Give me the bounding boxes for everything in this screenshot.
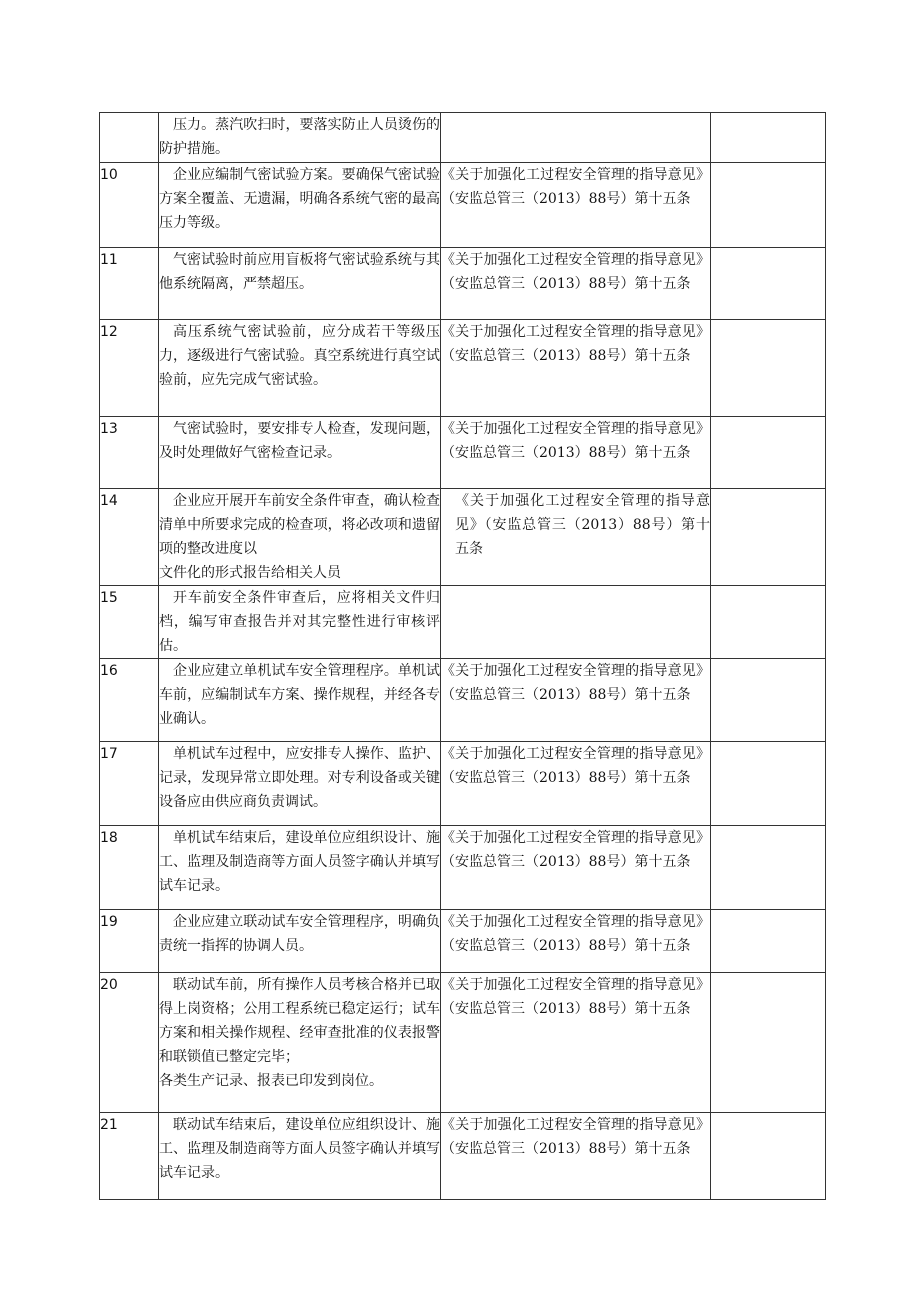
basis-text: 《关于加强化工过程安全管理的指导意见》（安监总管三（2013）88号）第十五条 — [455, 493, 710, 557]
table-row — [100, 113, 826, 163]
requirement-text: 开车前安全条件审查后，应将相关文件归档，编写审查报告并对其完整性进行审核评估。 — [159, 590, 440, 654]
row-number: 18 — [100, 826, 159, 910]
requirement-text: 企业应开展开车前安全条件审查，确认检查清单中所要求完成的检查项，将必改项和遗留项的整改进度以 — [159, 493, 440, 557]
basis-text: 《关于加强化工过程安全管理的指导意见》（安监总管三（2013）88号）第十五条 — [441, 167, 710, 207]
basis-cell — [441, 742, 711, 826]
requirement-cell — [159, 586, 441, 659]
requirement-text: 企业应建立单机试车安全管理程序。单机试车前，应编制试车方案、操作规程，并经各专业确认。 — [159, 663, 440, 727]
requirement-text-continued: 文件化的形式报告给相关人员 — [159, 565, 341, 581]
basis-text: 《关于加强化工过程安全管理的指导意见》（安监总管三（2013）88号）第十五条 — [441, 977, 710, 1017]
table-row — [100, 489, 826, 586]
remark-cell — [711, 163, 826, 248]
remark-cell — [711, 489, 826, 586]
basis-text: 《关于加强化工过程安全管理的指导意见》（安监总管三（2013）88号）第十五条 — [441, 252, 710, 292]
basis-cell — [441, 163, 711, 248]
requirement-text: 企业应建立联动试车安全管理程序，明确负责统一指挥的协调人员。 — [159, 914, 440, 954]
row-number: 12 — [100, 320, 159, 417]
requirement-cell — [159, 1113, 441, 1200]
requirement-text: 单机试车过程中，应安排专人操作、监护、记录，发现异常立即处理。对专利设备或关键设备应由供应商负责调试。 — [159, 746, 440, 810]
requirement-text: 单机试车结束后，建设单位应组织设计、施工、监理及制造商等方面人员签字确认并填写试车记录。 — [159, 830, 440, 894]
remark-cell — [711, 248, 826, 320]
requirement-text: 联动试车结束后，建设单位应组织设计、施工、监理及制造商等方面人员签字确认并填写试车记录。 — [159, 1117, 440, 1181]
remark-cell — [711, 586, 826, 659]
remark-cell — [711, 113, 826, 163]
remark-cell — [711, 320, 826, 417]
row-number: 16 — [100, 659, 159, 742]
remark-cell — [711, 659, 826, 742]
requirement-cell — [159, 248, 441, 320]
requirement-text: 企业应编制气密试验方案。要确保气密试验方案全覆盖、无遗漏，明确各系统气密的最高压力等级。 — [159, 167, 440, 231]
row-number — [100, 113, 159, 163]
basis-cell — [441, 417, 711, 489]
requirement-cell — [159, 417, 441, 489]
basis-text: 《关于加强化工过程安全管理的指导意见》（安监总管三（2013）88号）第十五条 — [441, 830, 710, 870]
remark-cell — [711, 973, 826, 1113]
row-number: 20 — [100, 973, 159, 1113]
basis-text: 《关于加强化工过程安全管理的指导意见》（安监总管三（2013）88号）第十五条 — [441, 914, 710, 954]
remark-cell — [711, 910, 826, 973]
requirement-cell — [159, 113, 441, 163]
requirement-cell — [159, 659, 441, 742]
requirement-cell — [159, 826, 441, 910]
basis-cell — [441, 826, 711, 910]
table-row — [100, 659, 826, 742]
requirement-cell — [159, 973, 441, 1113]
row-number: 10 — [100, 163, 159, 248]
requirements-table — [99, 112, 826, 1200]
basis-text: 《关于加强化工过程安全管理的指导意见》（安监总管三（2013）88号）第十五条 — [441, 421, 710, 461]
remark-cell — [711, 742, 826, 826]
table-row — [100, 163, 826, 248]
basis-cell — [441, 910, 711, 973]
row-number: 17 — [100, 742, 159, 826]
requirement-text: 气密试验时，要安排专人检查，发现问题，及时处理做好气密检查记录。 — [159, 421, 440, 461]
requirement-cell — [159, 742, 441, 826]
table-row — [100, 910, 826, 973]
basis-cell — [441, 113, 711, 163]
remark-cell — [711, 417, 826, 489]
requirement-cell — [159, 910, 441, 973]
requirement-cell — [159, 163, 441, 248]
basis-text: 《关于加强化工过程安全管理的指导意见》（安监总管三（2013）88号）第十五条 — [441, 746, 710, 786]
basis-cell — [441, 1113, 711, 1200]
requirement-text: 气密试验时前应用盲板将气密试验系统与其他系统隔离，严禁超压。 — [159, 252, 440, 292]
basis-cell — [441, 489, 711, 586]
basis-text: 《关于加强化工过程安全管理的指导意见》（安监总管三（2013）88号）第十五条 — [441, 324, 710, 364]
requirement-cell — [159, 489, 441, 586]
table-row — [100, 742, 826, 826]
basis-cell — [441, 659, 711, 742]
requirement-text: 高压系统气密试验前，应分成若干等级压力，逐级进行气密试验。真空系统进行真空试验前，应先完成气密试验。 — [159, 324, 440, 388]
row-number: 14 — [100, 489, 159, 586]
basis-text: 《关于加强化工过程安全管理的指导意见》（安监总管三（2013）88号）第十五条 — [441, 663, 710, 703]
requirement-text: 压力。蒸汽吹扫时，要落实防止人员烫伤的防护措施。 — [159, 117, 440, 157]
basis-cell — [441, 320, 711, 417]
table-row — [100, 320, 826, 417]
row-number: 11 — [100, 248, 159, 320]
row-number: 13 — [100, 417, 159, 489]
table-row — [100, 248, 826, 320]
table-row — [100, 1113, 826, 1200]
table-row — [100, 586, 826, 659]
basis-cell — [441, 586, 711, 659]
row-number: 21 — [100, 1113, 159, 1200]
row-number: 15 — [100, 586, 159, 659]
basis-text: 《关于加强化工过程安全管理的指导意见》（安监总管三（2013）88号）第十五条 — [441, 1117, 710, 1157]
table-row — [100, 826, 826, 910]
table-row — [100, 973, 826, 1113]
requirement-text: 联动试车前，所有操作人员考核合格并已取得上岗资格；公用工程系统已稳定运行；试车方案和相关操作规程、经审查批准的仪表报警和联锁值已整定完毕； — [159, 977, 440, 1065]
remark-cell — [711, 1113, 826, 1200]
requirement-cell — [159, 320, 441, 417]
basis-cell — [441, 248, 711, 320]
remark-cell — [711, 826, 826, 910]
basis-cell — [441, 973, 711, 1113]
table-row — [100, 417, 826, 489]
requirement-text-continued: 各类生产记录、报表已印发到岗位。 — [159, 1073, 383, 1089]
row-number: 19 — [100, 910, 159, 973]
